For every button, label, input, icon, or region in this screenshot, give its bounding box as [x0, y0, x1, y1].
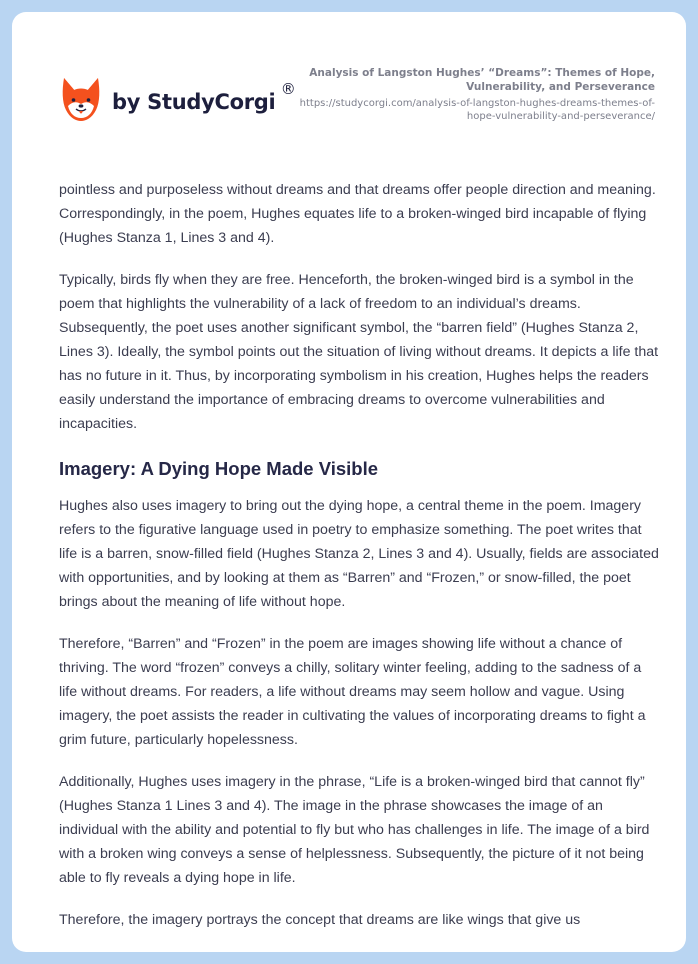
document-title: Analysis of Langston Hughes’ “Dreams”: Themes of Hope, Vulnerability, and Perseverance: [309, 67, 655, 93]
registered-mark: ®: [280, 80, 296, 98]
section-heading: Imagery: A Dying Hope Made Visible: [59, 458, 379, 479]
paragraph: Therefore, the imagery portrays the concept that dreams are like wings that give us: [59, 912, 581, 928]
brand-label: by StudyCorgi: [112, 90, 276, 114]
paragraph: Therefore, “Barren” and “Frozen” in the poem are images showing life without a chance of thriving. The word “frozen” conveys a chilly, solitary winter feeling, adding to the sadness of a life without dreams. For readers, a life without dreams may seem hollow and vague. Using imagery, the poet assists the reader in cultivating the values of incorporating dreams to fight a grim future, particularly hopelessness.: [59, 636, 646, 748]
article-body: [59, 178, 659, 950]
paragraph: Typically, birds fly when they are free. Henceforth, the broken-winged bird is a symbol in the poem that highlights the vulnerability of a lack of freedom to an individual’s dreams. Subsequently, the poet uses another significant symbol, the “barren field” (Hughes Stanza 2, Lines 3). Ideally, the symbol points out the situation of living without dreams. It depicts a life that has no future in it. Thus, by incorporating symbolism in his creation, Hughes helps the readers easily understand the importance of embracing dreams to overcome vulnerabilities and incapacities.: [59, 272, 659, 432]
document-page: [12, 12, 686, 952]
page-header: [12, 12, 686, 152]
paragraph: Additionally, Hughes uses imagery in the phrase, “Life is a broken-winged bird that cannot fly” (Hughes Stanza 1 Lines 3 and 4). The image in the phrase showcases the image of an individual with the ability and potential to fly but who has challenges in life. The image of a bird with a broken wing conveys a sense of helplessness. Subsequently, the picture of it not being able to fly reveals a dying hope in life.: [59, 774, 650, 886]
brand-name: [112, 80, 296, 114]
document-meta: [275, 66, 655, 123]
studycorgi-logo[interactable]: [60, 76, 296, 122]
paragraph: pointless and purposeless without dreams and that dreams offer people direction and meaning. Correspondingly, in the poem, Hughes equates life to a broken-winged bird incapable of flying (Hughes Stanza 1, Lines 3 and 4).: [59, 182, 656, 246]
corgi-icon: [60, 76, 102, 122]
paragraph: Hughes also uses imagery to bring out the dying hope, a central theme in the poem. Imagery refers to the figurative language used in poetry to emphasize something. The poet writes that life is a barren, snow-filled field (Hughes Stanza 2, Lines 3 and 4). Usually, fields are associated with opportunities, and by looking at them as “Barren” and “Frozen,” or snow-filled, the poet brings about the meaning of life without hope.: [59, 498, 659, 610]
document-url[interactable]: https://studycorgi.com/analysis-of-langston-hughes-dreams-themes-of-hope-vulnerability-and-perseverance/: [299, 98, 655, 122]
